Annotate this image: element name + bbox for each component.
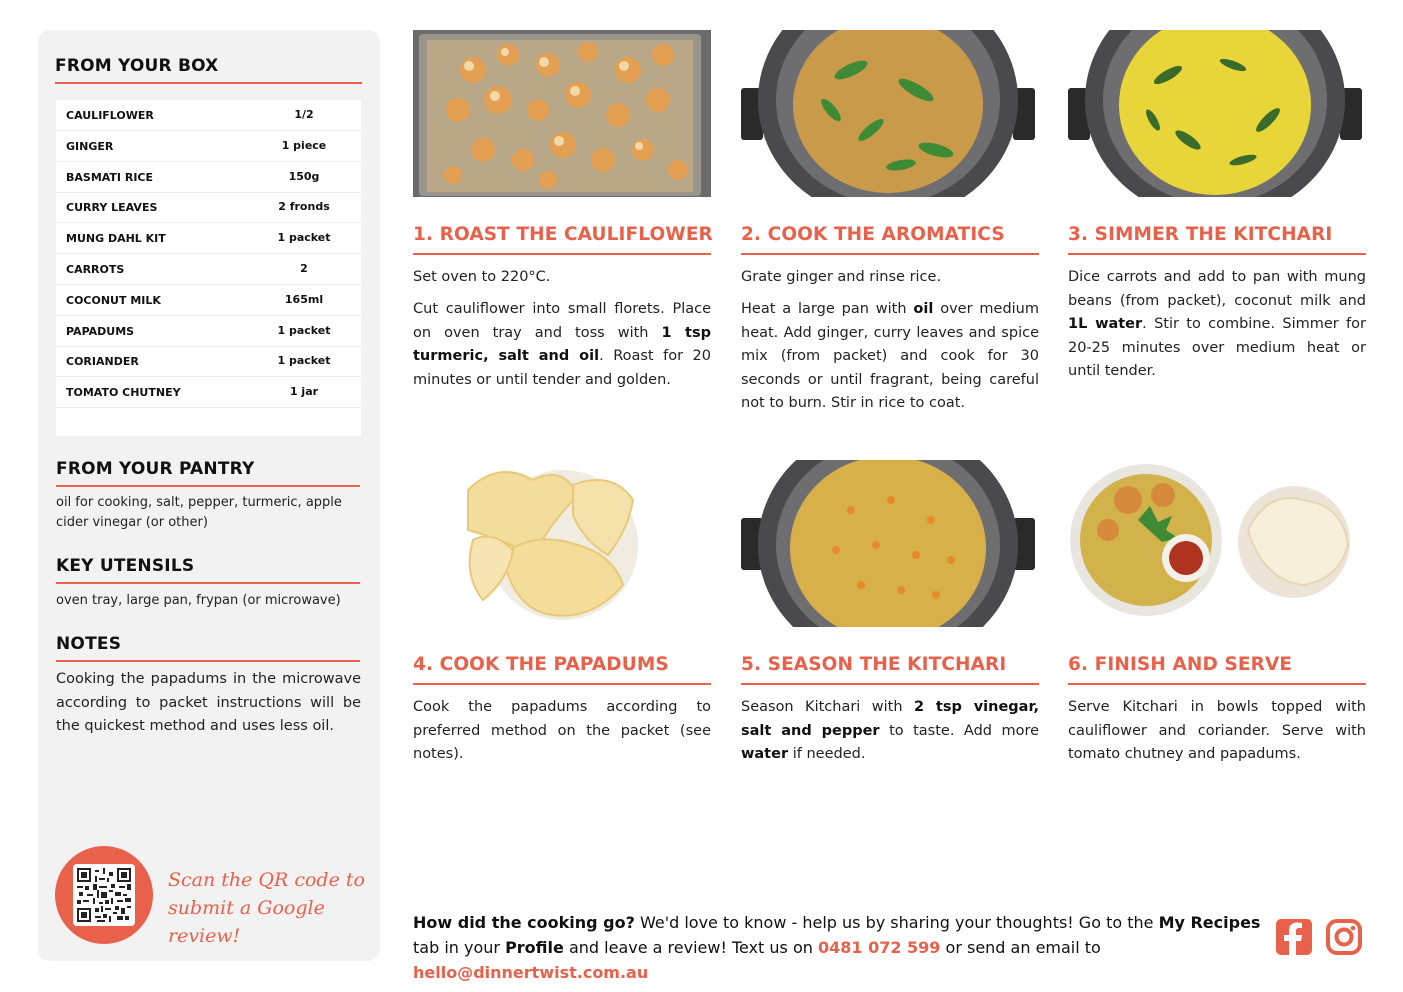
step-divider [1068, 253, 1366, 255]
ingredient-qty: 165ml [284, 292, 324, 306]
instruction-text: over medium heat. Add ginger, curry leaves and spice mix (from packet) and cook for 30 seconds or until fragrant, being careful not to burn. Stir in rice to coat. [741, 301, 1039, 411]
ingredient-qty: 1 packet [277, 231, 331, 245]
instruction-text: Serve Kitchari in bowls topped with cauliflower and coriander. Serve with tomato chutney and papadums. [1068, 699, 1366, 762]
my-recipes-link[interactable]: My Recipes [1158, 913, 1261, 932]
ingredient-name: BASMATI RICE [66, 170, 154, 184]
ingredient-qty: 1/2 [294, 108, 314, 121]
step-3-title: 3. SIMMER THE KITCHARI [1068, 224, 1333, 245]
ingredient-qty: 1 piece [281, 138, 327, 152]
qr-pattern-icon [77, 868, 131, 922]
ingredient-qty: 1 packet [277, 354, 331, 368]
step-2-instruction [741, 298, 1039, 416]
instruction-text: Cook the papadums according to preferred method on the packet (see notes). [413, 699, 711, 762]
ingredient-row [56, 285, 361, 316]
profile-link[interactable]: Profile [505, 938, 564, 957]
section-divider [56, 582, 360, 584]
instruction-text: to taste. Add more [879, 722, 1040, 739]
from-your-pantry-title: FROM YOUR PANTRY [56, 459, 255, 479]
instagram-icon[interactable] [1326, 919, 1362, 955]
key-utensils-title: KEY UTENSILS [56, 556, 195, 576]
instruction-emphasis: 1 tsp turmeric, salt and oil [413, 324, 711, 364]
facebook-icon[interactable] [1276, 919, 1312, 955]
footer-text-4: or send an email to [940, 938, 1101, 957]
qr-code[interactable] [55, 846, 153, 944]
ingredient-row [56, 316, 361, 347]
ingredient-row [56, 131, 361, 162]
step-1-instruction [413, 298, 711, 392]
ingredient-name: CURRY LEAVES [66, 201, 158, 215]
notes-title: NOTES [56, 634, 122, 654]
step-3-instruction [1068, 266, 1366, 384]
instruction-text: . Roast for 20 minutes or until tender and golden. [413, 348, 711, 388]
qr-caption-line2: submit a Google review! [168, 897, 325, 947]
step-2-title: 2. COOK THE AROMATICS [741, 224, 1005, 245]
ingredient-name: GINGER [66, 139, 114, 153]
step-5-photo [741, 460, 1039, 627]
instruction-text: Grate ginger and rinse rice. [741, 269, 942, 285]
step-2-photo [741, 30, 1039, 197]
ingredient-row [56, 377, 361, 408]
qr-caption-line1: Scan the QR code to [168, 869, 365, 891]
step-4-photo [413, 460, 711, 627]
step-divider [413, 683, 711, 685]
instruction-text: Cut cauliflower into small florets. Place on oven tray and toss with [413, 301, 711, 341]
step-3-photo [1068, 30, 1366, 197]
footer-text-2: tab in your [413, 938, 506, 957]
feedback-footer [413, 910, 1263, 985]
from-your-box-title: FROM YOUR BOX [55, 56, 219, 76]
step-4-instruction [413, 696, 711, 767]
utensils-text: oven tray, large pan, frypan (or microwave) [56, 593, 341, 608]
ingredient-name: PAPADUMS [66, 324, 135, 338]
ingredient-row [56, 254, 361, 285]
phone-link[interactable]: 0481 072 599 [817, 938, 941, 957]
email-link[interactable]: hello@dinnertwist.com.au [413, 963, 649, 982]
ingredient-name: TOMATO CHUTNEY [66, 386, 181, 400]
ingredient-qty: 2 [300, 262, 308, 275]
step-divider [741, 253, 1039, 255]
ingredient-name: COCONUT MILK [66, 293, 161, 307]
ingredient-qty: 1 jar [289, 385, 319, 399]
instruction-emphasis: oil [913, 301, 934, 317]
ingredient-row [56, 223, 361, 254]
ingredient-row [56, 162, 361, 193]
footer-text-1: We'd love to know - help us by sharing your thoughts! Go to the [634, 913, 1159, 932]
step-1-photo [413, 30, 711, 197]
ingredient-name: CORIANDER [66, 355, 139, 369]
ingredient-table [56, 100, 361, 436]
ingredient-name: CAULIFLOWER [66, 109, 154, 122]
pantry-text: oil for cooking, salt, pepper, turmeric, apple cider vinegar (or other) [56, 495, 342, 530]
notes-text: Cooking the papadums in the microwave according to packet instructions will be the quickest method and uses less oil. [56, 671, 361, 734]
step-divider [413, 253, 711, 255]
step-1-title: 1. ROAST THE CAULIFLOWER [413, 224, 713, 245]
instruction-text: . Stir to combine. Simmer for 20-25 minutes over medium heat or until tender. [1068, 316, 1366, 379]
step-divider [741, 683, 1039, 685]
step-1-instruction [413, 266, 711, 290]
step-6-instruction [1068, 696, 1366, 767]
instruction-text: Set oven to 220°C. [413, 269, 551, 285]
qr-code-image [73, 864, 135, 926]
step-6-photo [1068, 460, 1366, 627]
section-divider [55, 82, 362, 84]
instruction-emphasis: 1L water [1068, 316, 1143, 332]
step-6-title: 6. FINISH AND SERVE [1068, 654, 1293, 675]
step-2-instruction [741, 266, 1039, 290]
ingredient-name: CARROTS [66, 263, 125, 276]
ingredient-name: MUNG DAHL KIT [66, 232, 166, 246]
instruction-text: Heat a large pan with [741, 301, 914, 317]
step-divider [1068, 683, 1366, 685]
ingredient-row [56, 100, 361, 131]
step-5-instruction [741, 696, 1039, 767]
section-divider [56, 660, 360, 662]
instruction-emphasis: 2 tsp vinegar, salt and pepper [741, 699, 1039, 739]
footer-text-3: and leave a review! Text us on [563, 938, 818, 957]
ingredient-qty: 150g [288, 169, 320, 183]
ingredient-qty: 2 fronds [278, 200, 330, 214]
instruction-text: if needed. [788, 746, 866, 762]
qr-caption [168, 866, 368, 950]
instruction-text: Dice carrots and add to pan with mung beans (from packet), coconut milk and [1068, 269, 1366, 309]
footer-question: How did the cooking go? [413, 913, 635, 932]
ingredient-row [56, 192, 361, 223]
step-4-title: 4. COOK THE PAPADUMS [413, 654, 669, 675]
instruction-text: Season Kitchari with [741, 699, 914, 715]
step-5-title: 5. SEASON THE KITCHARI [741, 654, 1007, 675]
section-divider [56, 485, 360, 487]
ingredient-row [56, 346, 361, 377]
instruction-emphasis: water [741, 746, 789, 762]
ingredient-qty: 1 packet [277, 323, 331, 337]
